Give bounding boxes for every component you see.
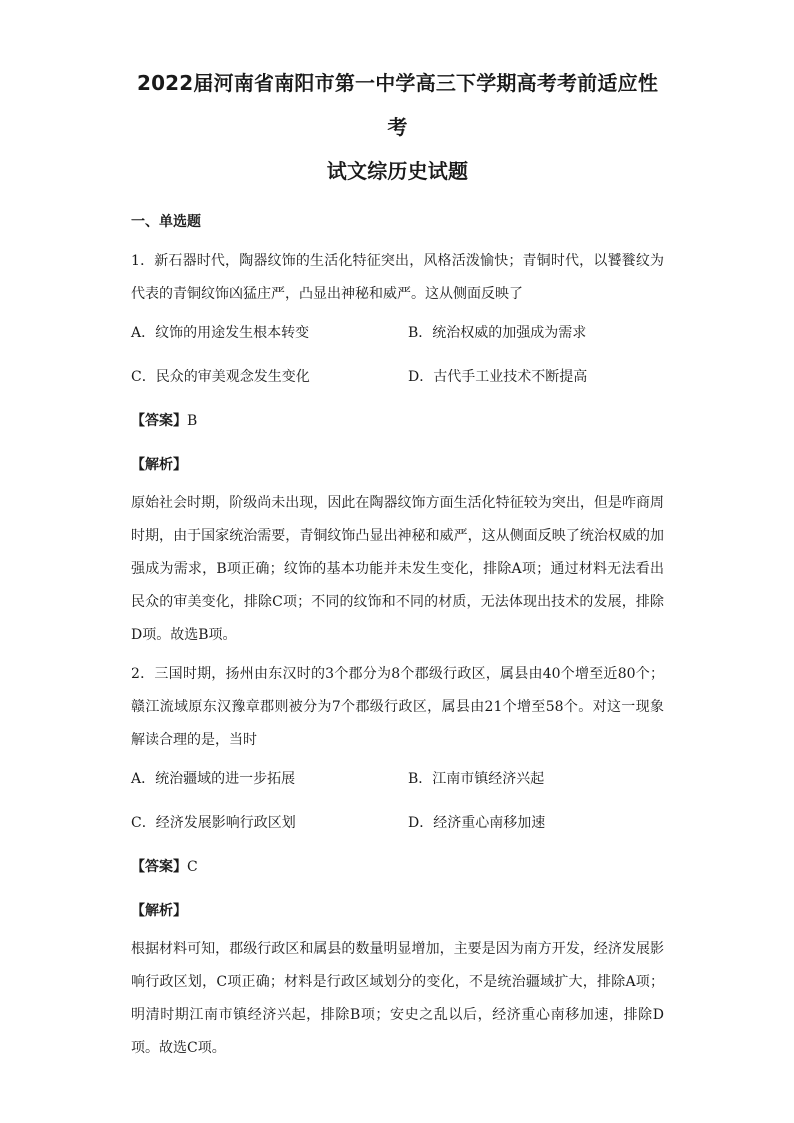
question-options [131,757,664,845]
option-c: C．经济发展影响行政区划 [131,815,296,831]
question-options [131,311,664,399]
section-heading: 一、单选题 [131,214,201,230]
analysis-text: 原始社会时期，阶级尚未出现，因此在陶器纹饰方面生活化特征较为突出，但是咋商周时期，由于国家统治需要，青铜纹饰凸显出神秘和威严，这从侧面反映了统治权威的加强成为需求，B项正确；纹饰的基本功能并未发生变化，排除A项；通过材料无法看出民众的审美变化，排除C项；不同的纹饰和不同的材质，无法体现出技术的发展，排除D项。故选B项。 [131,495,664,643]
answer-label: 【答案】 [131,859,187,875]
document-title [131,0,664,193]
analysis-line [131,443,664,487]
option-b: B．江南市镇经济兴起 [408,771,545,787]
analysis-label: 【解析】 [131,457,187,473]
option-d: D．古代手工业技术不断提高 [408,369,588,385]
option-a: A．统治疆域的进一步拓展 [131,771,296,787]
question-2 [131,658,664,1065]
answer-line [131,399,664,443]
answer-value: B [187,413,198,429]
analysis-label: 【解析】 [131,903,187,919]
answer-line [131,845,664,889]
analysis-line [131,889,664,933]
title-line-2: 试文综历史试题 [326,159,469,183]
title-line-1: 2022届河南省南阳市第一中学高三下学期高考考前适应性考 [136,71,659,139]
answer-value: C [187,859,198,875]
answer-label: 【答案】 [131,413,187,429]
option-c: C．民众的审美观念发生变化 [131,369,310,385]
question-stem: 2．三国时期，扬州由东汉时的3个郡分为8个郡级行政区，属县由40个增至近80个；赣江流域原东汉豫章郡则被分为7个郡级行政区，属县由21个增至58个。对这一现象解读合理的是，当时 [131,666,664,748]
option-b: B．统治权威的加强成为需求 [408,325,587,341]
option-d: D．经济重心南移加速 [408,815,546,831]
option-a: A．纹饰的用途发生根本转变 [131,325,310,341]
question-stem: 1．新石器时代，陶器纹饰的生活化特征突出，风格活泼愉快；青铜时代，以饕餮纹为代表的青铜纹饰凶猛庄严，凸显出神秘和威严。这从侧面反映了 [131,253,664,302]
question-1 [131,245,664,652]
analysis-text: 根据材料可知，郡级行政区和属县的数量明显增加，主要是因为南方开发，经济发展影响行政区划，C项正确；材料是行政区域划分的变化，不是统治疆域扩大，排除A项；明清时期江南市镇经济兴起，排除B项；安史之乱以后，经济重心南移加速，排除D项。故选C项。 [131,941,664,1056]
